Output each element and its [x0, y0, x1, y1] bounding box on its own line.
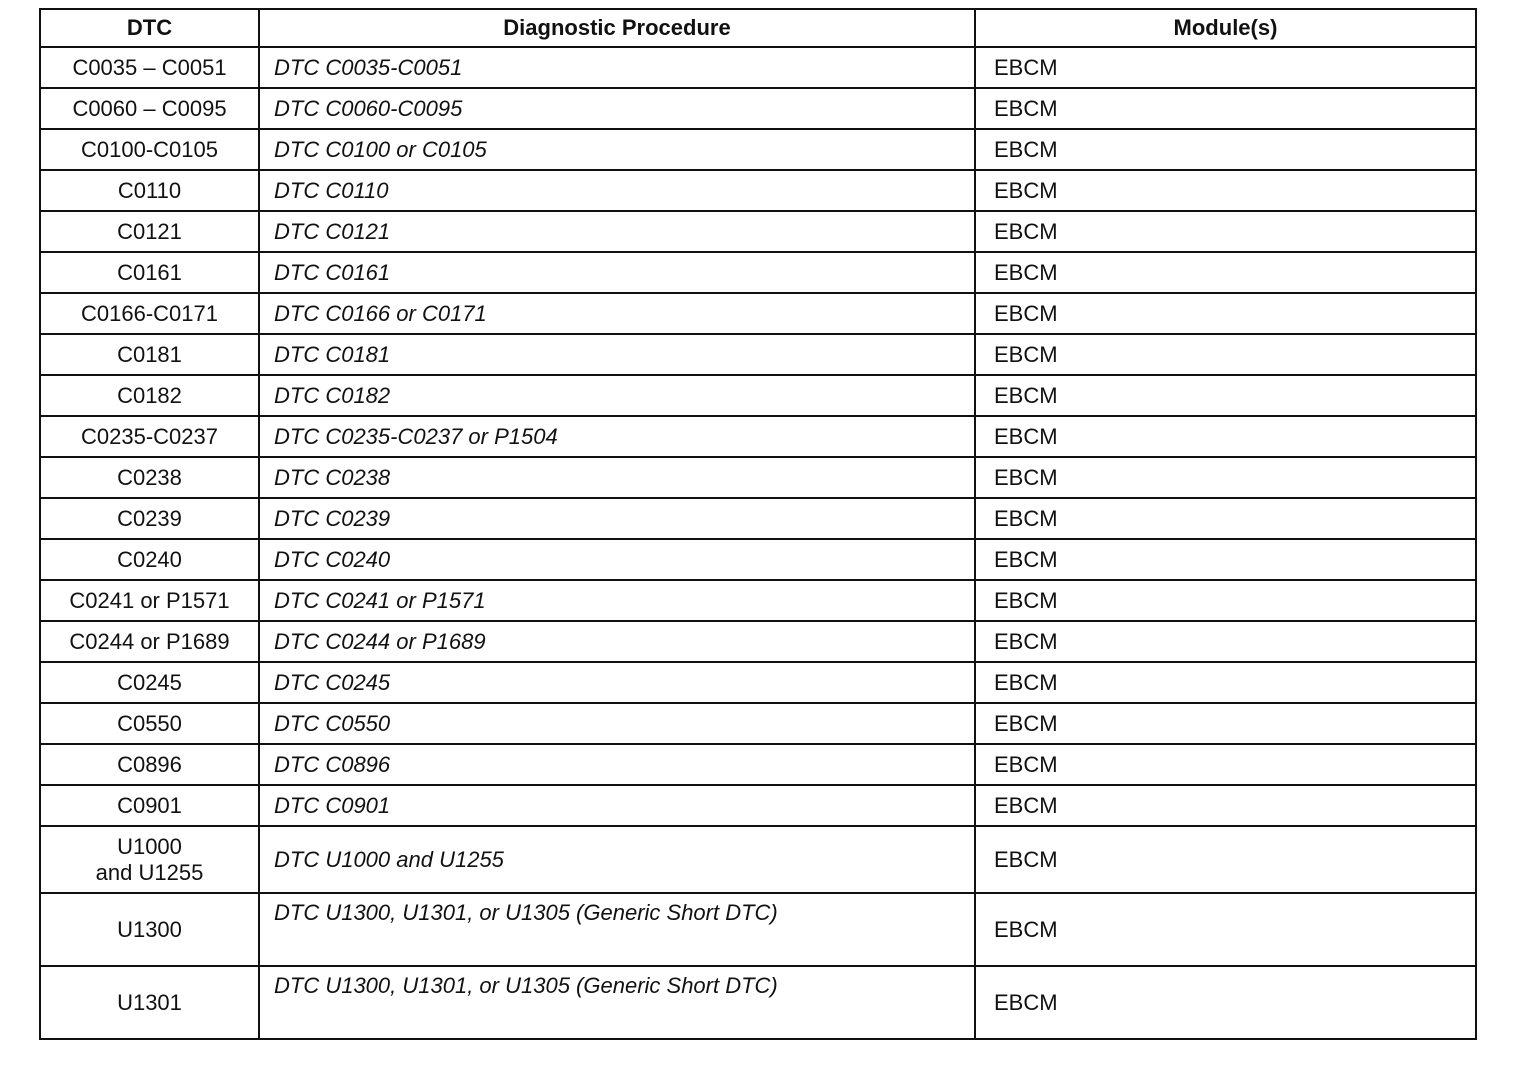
- module-cell: EBCM: [975, 334, 1476, 375]
- dtc-cell: C0238: [40, 457, 259, 498]
- module-cell: EBCM: [975, 826, 1476, 893]
- procedure-cell: DTC C0550: [259, 703, 975, 744]
- module-cell: EBCM: [975, 621, 1476, 662]
- module-cell: EBCM: [975, 893, 1476, 966]
- procedure-cell: DTC C0241 or P1571: [259, 580, 975, 621]
- dtc-cell: U1301: [40, 966, 259, 1039]
- header-modules: Module(s): [975, 9, 1476, 47]
- table-row: [40, 785, 1476, 826]
- module-cell: EBCM: [975, 375, 1476, 416]
- table-row: [40, 88, 1476, 129]
- dtc-cell: C0161: [40, 252, 259, 293]
- procedure-cell: DTC C0121: [259, 211, 975, 252]
- module-cell: EBCM: [975, 170, 1476, 211]
- procedure-cell: DTC C0035-C0051: [259, 47, 975, 88]
- module-cell: EBCM: [975, 293, 1476, 334]
- table-row: [40, 252, 1476, 293]
- procedure-cell: DTC C0244 or P1689: [259, 621, 975, 662]
- module-cell: EBCM: [975, 252, 1476, 293]
- module-cell: EBCM: [975, 966, 1476, 1039]
- dtc-cell: C0121: [40, 211, 259, 252]
- table-row: [40, 170, 1476, 211]
- procedure-cell: DTC C0166 or C0171: [259, 293, 975, 334]
- module-cell: EBCM: [975, 129, 1476, 170]
- table-row: [40, 457, 1476, 498]
- dtc-cell: C0241 or P1571: [40, 580, 259, 621]
- module-cell: EBCM: [975, 498, 1476, 539]
- dtc-cell: C0235-C0237: [40, 416, 259, 457]
- module-cell: EBCM: [975, 785, 1476, 826]
- table-row: [40, 334, 1476, 375]
- dtc-cell: C0244 or P1689: [40, 621, 259, 662]
- procedure-cell: DTC C0110: [259, 170, 975, 211]
- procedure-cell: DTC U1300, U1301, or U1305 (Generic Short DTC): [259, 966, 975, 1039]
- header-diagnostic-procedure: Diagnostic Procedure: [259, 9, 975, 47]
- dtc-cell: C0245: [40, 662, 259, 703]
- table-row: [40, 539, 1476, 580]
- table-row: [40, 416, 1476, 457]
- dtc-cell: C0060 – C0095: [40, 88, 259, 129]
- table-row: [40, 744, 1476, 785]
- module-cell: EBCM: [975, 580, 1476, 621]
- table-row: [40, 293, 1476, 334]
- dtc-cell: C0035 – C0051: [40, 47, 259, 88]
- module-cell: EBCM: [975, 539, 1476, 580]
- table-body: [40, 47, 1476, 1039]
- module-cell: EBCM: [975, 457, 1476, 498]
- table-row: [40, 621, 1476, 662]
- table-row: [40, 826, 1476, 893]
- procedure-cell: DTC C0245: [259, 662, 975, 703]
- procedure-cell: DTC U1000 and U1255: [259, 826, 975, 893]
- table-row: [40, 893, 1476, 966]
- table-row: [40, 47, 1476, 88]
- table-row: [40, 580, 1476, 621]
- module-cell: EBCM: [975, 744, 1476, 785]
- procedure-cell: DTC C0239: [259, 498, 975, 539]
- procedure-cell: DTC C0181: [259, 334, 975, 375]
- dtc-cell: C0100-C0105: [40, 129, 259, 170]
- procedure-cell: DTC C0060-C0095: [259, 88, 975, 129]
- module-cell: EBCM: [975, 88, 1476, 129]
- dtc-cell: C0110: [40, 170, 259, 211]
- module-cell: EBCM: [975, 416, 1476, 457]
- procedure-cell: DTC U1300, U1301, or U1305 (Generic Short DTC): [259, 893, 975, 966]
- dtc-cell: C0550: [40, 703, 259, 744]
- table-row: [40, 211, 1476, 252]
- table-row: [40, 966, 1476, 1039]
- procedure-cell: DTC C0901: [259, 785, 975, 826]
- dtc-cell: C0240: [40, 539, 259, 580]
- table-row: [40, 662, 1476, 703]
- procedure-cell: DTC C0896: [259, 744, 975, 785]
- dtc-cell: U1000 and U1255: [40, 826, 259, 893]
- dtc-cell: C0181: [40, 334, 259, 375]
- table-row: [40, 498, 1476, 539]
- dtc-cell: C0896: [40, 744, 259, 785]
- dtc-table: [39, 8, 1477, 1040]
- dtc-cell: U1300: [40, 893, 259, 966]
- table-row: [40, 375, 1476, 416]
- procedure-cell: DTC C0238: [259, 457, 975, 498]
- module-cell: EBCM: [975, 703, 1476, 744]
- header-dtc: DTC: [40, 9, 259, 47]
- table-row: [40, 703, 1476, 744]
- header-row: [40, 9, 1476, 47]
- procedure-cell: DTC C0240: [259, 539, 975, 580]
- procedure-cell: DTC C0235-C0237 or P1504: [259, 416, 975, 457]
- dtc-cell: C0901: [40, 785, 259, 826]
- dtc-cell: C0239: [40, 498, 259, 539]
- table-row: [40, 129, 1476, 170]
- dtc-cell: C0182: [40, 375, 259, 416]
- module-cell: EBCM: [975, 47, 1476, 88]
- procedure-cell: DTC C0100 or C0105: [259, 129, 975, 170]
- dtc-cell: C0166-C0171: [40, 293, 259, 334]
- procedure-cell: DTC C0161: [259, 252, 975, 293]
- module-cell: EBCM: [975, 211, 1476, 252]
- procedure-cell: DTC C0182: [259, 375, 975, 416]
- module-cell: EBCM: [975, 662, 1476, 703]
